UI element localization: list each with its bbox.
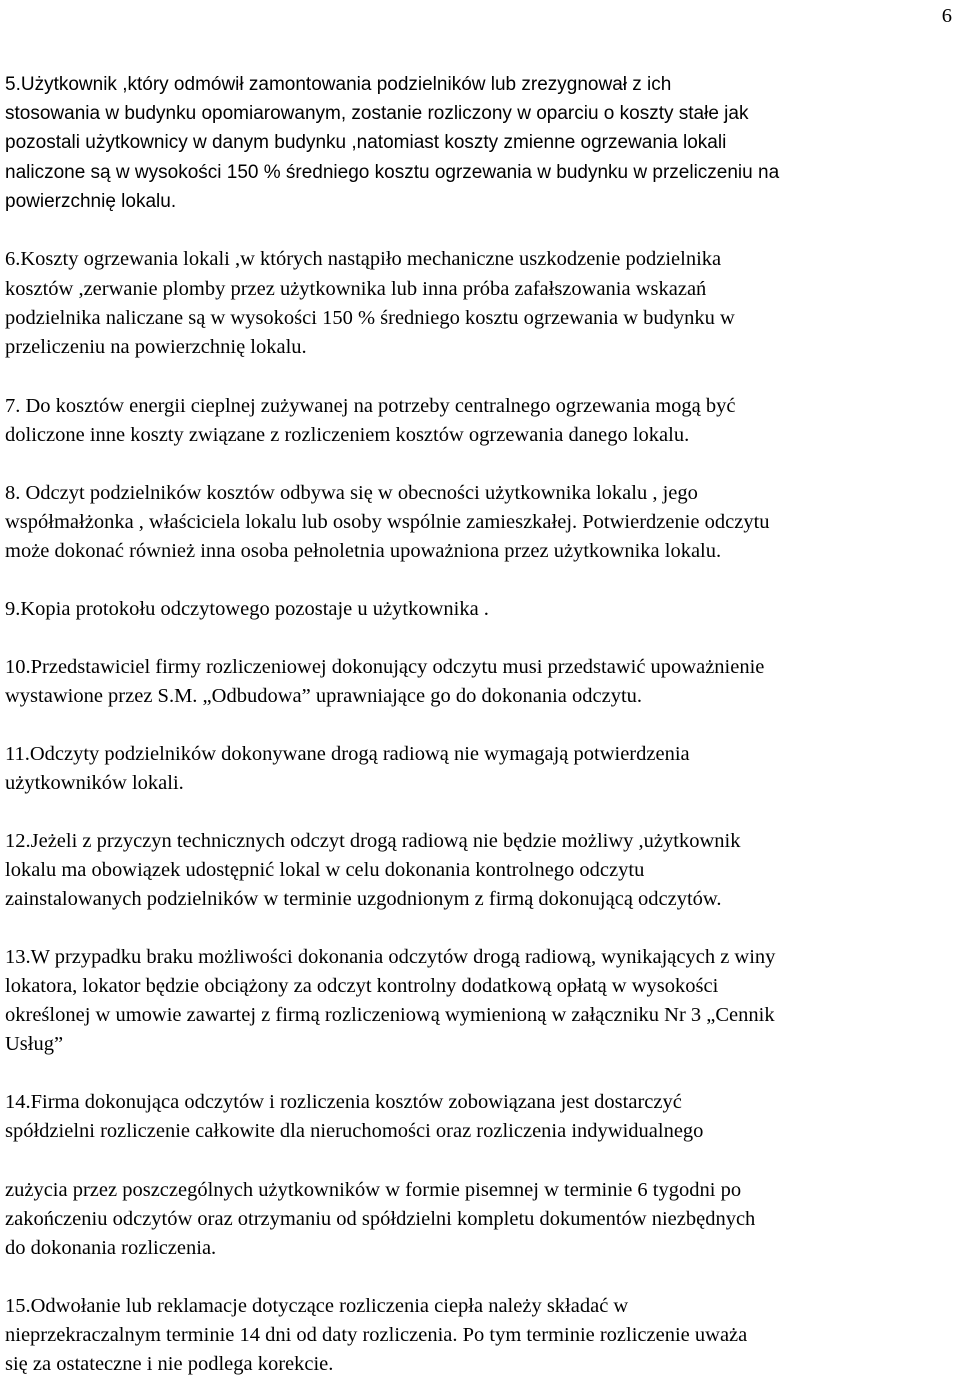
text-line: 9.Kopia protokołu odczytowego pozostaje u użytkownika . (5, 598, 489, 620)
text-line: się za ostateczne i nie podlega korekcie. (5, 1353, 334, 1375)
text-line: lokalu ma obowiązek udostępnić lokal w celu dokonania kontrolnego odczytu (5, 859, 645, 881)
text-line: 11.Odczyty podzielników dokonywane drogą radiową nie wymagają potwierdzenia (5, 743, 690, 765)
text-line: 15.Odwołanie lub reklamacje dotyczące rozliczenia ciepła należy składać w (5, 1295, 629, 1317)
text-line: zużycia przez poszczególnych użytkowników w formie pisemnej w terminie 6 tygodni po (5, 1179, 742, 1201)
page-number: 6 (941, 5, 952, 27)
text-line: określonej w umowie zawartej z firmą rozliczeniową wymienioną w załączniku Nr 3 „Cennik (5, 1004, 775, 1026)
text-line: współmałżonka , właściciela lokalu lub osoby wspólnie zamieszkałej. Potwierdzenie odczytu (5, 511, 770, 533)
text-line: może dokonać również inna osoba pełnoletnia upoważniona przez użytkownika lokalu. (5, 540, 722, 562)
text-line: 12.Jeżeli z przyczyn technicznych odczyt drogą radiową nie będzie możliwy ,użytkownik (5, 830, 741, 852)
text-line: 13.W przypadku braku możliwości dokonania odczytów drogą radiową, wynikających z winy (5, 946, 776, 968)
text-line: lokatora, lokator będzie obciążony za odczyt kontrolny dodatkową opłatą w wysokości (5, 975, 719, 997)
text-line: do dokonania rozliczenia. (5, 1237, 217, 1259)
text-line: stosowania w budynku opomiarowanym, zostanie rozliczony w oparciu o koszty stałe jak (5, 103, 749, 124)
text-line: 14.Firma dokonująca odczytów i rozliczenia kosztów zobowiązana jest dostarczyć (5, 1091, 682, 1113)
text-line: 8. Odczyt podzielników kosztów odbywa się w obecności użytkownika lokalu , jego (5, 482, 698, 504)
text-line: zainstalowanych podzielników w terminie uzgodnionym z firmą dokonującą odczytów. (5, 888, 722, 910)
text-line: kosztów ,zerwanie plomby przez użytkownika lub inna próba zafałszowania wskazań (5, 278, 707, 300)
text-line: wystawione przez S.M. „Odbudowa” uprawniające go do dokonania odczytu. (5, 685, 643, 707)
text-line: 7. Do kosztów energii cieplnej zużywanej na potrzeby centralnego ogrzewania mogą być (5, 395, 736, 417)
text-line: użytkowników lokali. (5, 772, 184, 794)
text-line: nieprzekraczalnym terminie 14 dni od daty rozliczenia. Po tym terminie rozliczenie uważa (5, 1324, 748, 1346)
text-line: podzielnika naliczane są w wysokości 150 % średniego kosztu ogrzewania w budynku w (5, 307, 735, 329)
text-line: przeliczeniu na powierzchnię lokalu. (5, 336, 307, 358)
text-line: 5.Użytkownik ,który odmówił zamontowania podzielników lub zrezygnował z ich (5, 74, 672, 95)
text-line: pozostali użytkownicy w danym budynku ,natomiast koszty zmienne ogrzewania lokali (5, 132, 727, 153)
text-line: Usług” (5, 1033, 64, 1055)
text-line: powierzchnię lokalu. (5, 191, 177, 212)
text-line: 6.Koszty ogrzewania lokali ,w których nastąpiło mechaniczne uszkodzenie podzielnika (5, 248, 722, 270)
text-line: zakończeniu odczytów oraz otrzymaniu od spółdzielni kompletu dokumentów niezbędnych (5, 1208, 756, 1230)
text-line: 10.Przedstawiciel firmy rozliczeniowej dokonujący odczytu musi przedstawić upoważnienie (5, 656, 765, 678)
text-line: doliczone inne koszty związane z rozliczeniem kosztów ogrzewania danego lokalu. (5, 424, 690, 446)
text-line: naliczone są w wysokości 150 % średniego kosztu ogrzewania w budynku w przeliczeniu na (5, 162, 780, 183)
text-line: spółdzielni rozliczenie całkowite dla nieruchomości oraz rozliczenia indywidualnego (5, 1120, 704, 1142)
